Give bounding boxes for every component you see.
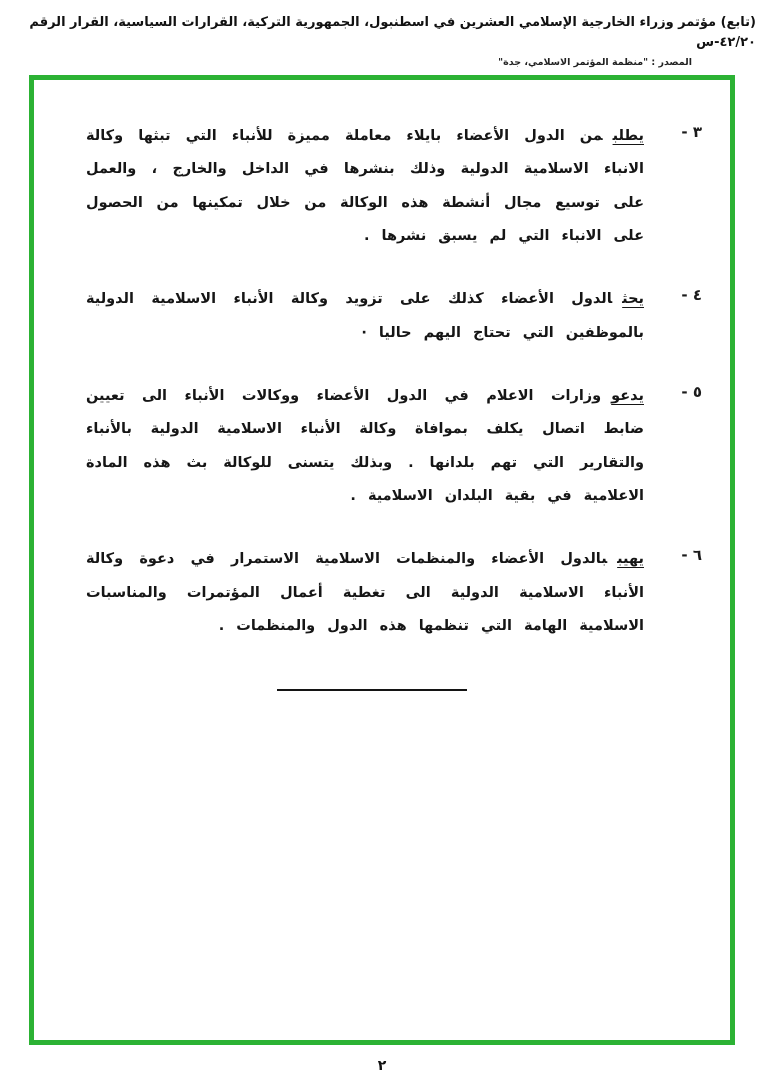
document-frame xyxy=(29,75,735,1045)
resolution-item-6 xyxy=(86,543,702,643)
source-line: المصدر : "منظمة المؤتمر الاسلامي، جدة" xyxy=(498,57,692,68)
resolution-body xyxy=(34,80,730,691)
page-header xyxy=(0,0,764,68)
item-paragraph xyxy=(86,120,644,253)
document-title: (تابع) مؤتمر وزراء الخارجية الإسلامي العشرين في اسطنبول، الجمهورية التركية، القرارات السياسية، القرار الرقم ٤٢/٢٠-س xyxy=(29,15,756,50)
item-body-text: من الدول الأعضاء بايلاء معاملة مميزة للأنباء التي تبثها وكالة الانباء الاسلامية الدولية وذلك بنشرها في الداخل والخارج ، والعمل على توسيع مجال أنشطة هذه الوكالة من خلال تمكينها من الحصول على الانباء التي لم يسبق نشرها . xyxy=(86,128,644,245)
item-body-text: الدول الأعضاء كذلك على تزويد وكالة الأنباء الاسلامية الدولية بالموظفين التي تحتاج اليهم حاليا · xyxy=(86,291,644,341)
item-number: ٣ - xyxy=(681,123,702,141)
item-number: ٦ - xyxy=(681,546,702,565)
item-lead-word: يحث xyxy=(622,291,644,308)
item-number: ٤ - xyxy=(681,286,702,305)
item-paragraph xyxy=(86,380,644,513)
item-lead-word: يدعو xyxy=(611,388,644,405)
end-of-text-rule xyxy=(277,689,467,691)
item-body-text: بالدول الأعضاء والمنظمات الاسلامية الاستمرار في دعوة وكالة الأنباء الاسلامية الدولية الى تغطية أعمال المؤتمرات والمناسبات الاسلامية الهامة التي تنظمها هذه الدول والمنظمات . xyxy=(86,551,644,635)
resolution-item-5 xyxy=(86,380,702,513)
page-number: ٢ xyxy=(377,1058,387,1074)
item-paragraph xyxy=(86,543,644,643)
item-number: ٥ - xyxy=(681,383,702,402)
item-paragraph xyxy=(86,283,644,350)
item-lead-word: يهيب xyxy=(617,551,644,568)
resolution-item-4 xyxy=(86,283,702,350)
item-body-text: وزارات الاعلام في الدول الأعضاء ووكالات الأنباء الى تعيين ضابط اتصال يكلف بموافاة وكالة الأنباء الاسلامية الدولية بالأنباء والتقارير التي تهم بلدانها . وبذلك يتسنى للوكالة بث هذه المادة الاعلامية في بقية البلدان الاسلامية . xyxy=(86,388,644,505)
resolution-item-3 xyxy=(86,120,702,253)
item-lead-word: يطلب xyxy=(612,128,644,144)
